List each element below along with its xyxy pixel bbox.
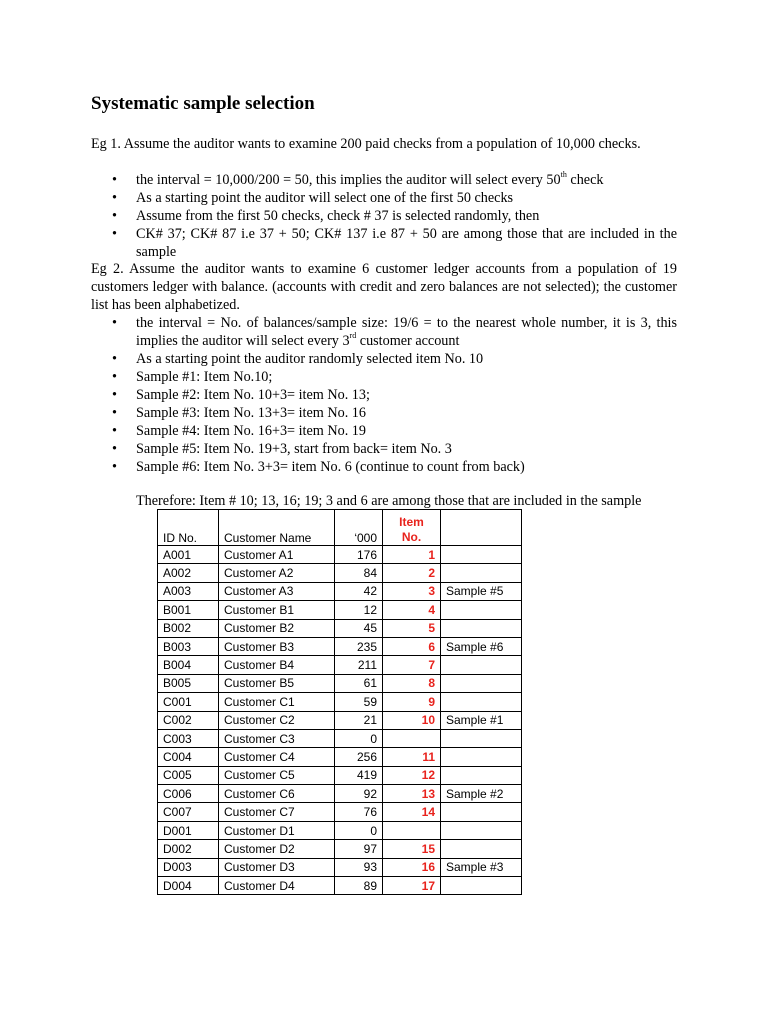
cell-id: C003 bbox=[158, 729, 219, 747]
cell-note: Sample #6 bbox=[441, 637, 522, 655]
eg1-bullet-1: • the interval = 10,000/200 = 50, this implies the auditor will select every 50th check bbox=[112, 170, 604, 188]
table-row bbox=[158, 637, 522, 655]
eg1-bullet-2: • As a starting point the auditor will select one of the first 50 checks bbox=[112, 190, 514, 206]
cell-name: Customer A2 bbox=[219, 564, 335, 582]
table-row bbox=[158, 729, 522, 747]
cell-name: Customer B1 bbox=[219, 601, 335, 619]
table-row bbox=[158, 601, 522, 619]
cell-item-no: 5 bbox=[383, 619, 441, 637]
cell-name: Customer B2 bbox=[219, 619, 335, 637]
bullet-icon: • bbox=[112, 315, 117, 331]
table-row bbox=[158, 619, 522, 637]
cell-item-no: 15 bbox=[383, 840, 441, 858]
cell-item-no: 16 bbox=[383, 858, 441, 876]
cell-name: Customer C4 bbox=[219, 748, 335, 766]
cell-name: Customer D3 bbox=[219, 858, 335, 876]
bullet-icon: • bbox=[112, 441, 117, 457]
cell-id: C006 bbox=[158, 785, 219, 803]
cell-item-no bbox=[383, 729, 441, 747]
cell-id: B002 bbox=[158, 619, 219, 637]
cell-id: C001 bbox=[158, 693, 219, 711]
cell-id: C005 bbox=[158, 766, 219, 784]
table-row bbox=[158, 748, 522, 766]
cell-amount: 0 bbox=[335, 729, 383, 747]
cell-name: Customer C3 bbox=[219, 729, 335, 747]
cell-id: A002 bbox=[158, 564, 219, 582]
cell-item-no: 13 bbox=[383, 785, 441, 803]
table-header-row bbox=[158, 510, 522, 546]
table-row bbox=[158, 785, 522, 803]
cell-amount: 45 bbox=[335, 619, 383, 637]
eg1-bullet-3: • Assume from the first 50 checks, check # 37 is selected randomly, then bbox=[112, 208, 540, 224]
table-row bbox=[158, 674, 522, 692]
eg2-bullet-2: • As a starting point the auditor randomly selected item No. 10 bbox=[112, 351, 484, 367]
cell-id: D004 bbox=[158, 877, 219, 895]
table-row bbox=[158, 766, 522, 784]
table-row bbox=[158, 693, 522, 711]
cell-name: Customer B4 bbox=[219, 656, 335, 674]
cell-item-no: 4 bbox=[383, 601, 441, 619]
eg2-bullet-1: • the interval = No. of balances/sample size: 19/6 = to the nearest whole number, it is 3, this implies the auditor will select every 3rd customer account bbox=[112, 315, 677, 349]
header-name: Customer Name bbox=[219, 510, 335, 546]
cell-amount: 84 bbox=[335, 564, 383, 582]
bullet-icon: • bbox=[112, 423, 117, 439]
bullet-icon: • bbox=[112, 405, 117, 421]
table-row bbox=[158, 656, 522, 674]
cell-amount: 93 bbox=[335, 858, 383, 876]
bullet-icon: • bbox=[112, 226, 117, 242]
table-row bbox=[158, 582, 522, 600]
table-row bbox=[158, 803, 522, 821]
cell-note bbox=[441, 877, 522, 895]
cell-item-no: 14 bbox=[383, 803, 441, 821]
eg1-intro: Eg 1. Assume the auditor wants to examine 200 paid checks from a population of 10,000 checks. bbox=[91, 136, 641, 152]
cell-note: Sample #3 bbox=[441, 858, 522, 876]
eg2-bullet-7: • Sample #5: Item No. 19+3, start from back= item No. 3 bbox=[112, 441, 452, 457]
cell-name: Customer C5 bbox=[219, 766, 335, 784]
cell-item-no: 9 bbox=[383, 693, 441, 711]
eg2-bullet-5: • Sample #3: Item No. 13+3= item No. 16 bbox=[112, 405, 366, 421]
cell-id: D002 bbox=[158, 840, 219, 858]
cell-note bbox=[441, 674, 522, 692]
cell-note bbox=[441, 803, 522, 821]
eg2-bullet-4: • Sample #2: Item No. 10+3= item No. 13; bbox=[112, 387, 370, 403]
bullet-icon: • bbox=[112, 387, 117, 403]
cell-note: Sample #2 bbox=[441, 785, 522, 803]
cell-amount: 256 bbox=[335, 748, 383, 766]
bullet-icon: • bbox=[112, 190, 117, 206]
cell-amount: 97 bbox=[335, 840, 383, 858]
cell-note bbox=[441, 619, 522, 637]
cell-note bbox=[441, 729, 522, 747]
cell-amount: 92 bbox=[335, 785, 383, 803]
bullet-icon: • bbox=[112, 459, 117, 475]
cell-amount: 89 bbox=[335, 877, 383, 895]
table-row bbox=[158, 858, 522, 876]
eg2-intro: Eg 2. Assume the auditor wants to examine 6 customer ledger accounts from a population of 19 customers ledger with balance. (accounts with credit and zero balances are not selected); the customer list has been alphabetized. bbox=[91, 261, 677, 313]
cell-note: Sample #5 bbox=[441, 582, 522, 600]
cell-id: C002 bbox=[158, 711, 219, 729]
cell-note bbox=[441, 656, 522, 674]
cell-item-no: 1 bbox=[383, 546, 441, 564]
cell-name: Customer A1 bbox=[219, 546, 335, 564]
cell-amount: 0 bbox=[335, 821, 383, 839]
header-note bbox=[441, 510, 522, 546]
header-id: ID No. bbox=[158, 510, 219, 546]
cell-id: D001 bbox=[158, 821, 219, 839]
cell-note bbox=[441, 546, 522, 564]
cell-name: Customer A3 bbox=[219, 582, 335, 600]
cell-note bbox=[441, 840, 522, 858]
eg1-bullet-4: • CK# 37; CK# 87 i.e 37 + 50; CK# 137 i.e 87 + 50 are among those that are included in the sample bbox=[112, 226, 677, 260]
cell-id: D003 bbox=[158, 858, 219, 876]
cell-note bbox=[441, 601, 522, 619]
cell-name: Customer C2 bbox=[219, 711, 335, 729]
cell-name: Customer D1 bbox=[219, 821, 335, 839]
cell-item-no: 3 bbox=[383, 582, 441, 600]
cell-id: A003 bbox=[158, 582, 219, 600]
bullet-icon: • bbox=[112, 369, 117, 385]
cell-name: Customer C1 bbox=[219, 693, 335, 711]
cell-amount: 76 bbox=[335, 803, 383, 821]
cell-id: B005 bbox=[158, 674, 219, 692]
cell-note: Sample #1 bbox=[441, 711, 522, 729]
header-amount: ‘000 bbox=[335, 510, 383, 546]
table-row bbox=[158, 564, 522, 582]
table-row bbox=[158, 877, 522, 895]
cell-amount: 12 bbox=[335, 601, 383, 619]
cell-id: A001 bbox=[158, 546, 219, 564]
cell-name: Customer B5 bbox=[219, 674, 335, 692]
cell-note bbox=[441, 821, 522, 839]
cell-id: B003 bbox=[158, 637, 219, 655]
cell-id: C007 bbox=[158, 803, 219, 821]
cell-name: Customer B3 bbox=[219, 637, 335, 655]
cell-name: Customer D4 bbox=[219, 877, 335, 895]
eg2-bullet-3: • Sample #1: Item No.10; bbox=[112, 369, 273, 385]
cell-amount: 21 bbox=[335, 711, 383, 729]
page-title: Systematic sample selection bbox=[91, 93, 315, 114]
cell-item-no: 8 bbox=[383, 674, 441, 692]
cell-amount: 235 bbox=[335, 637, 383, 655]
cell-amount: 176 bbox=[335, 546, 383, 564]
bullet-icon: • bbox=[112, 172, 117, 188]
cell-item-no: 12 bbox=[383, 766, 441, 784]
cell-note bbox=[441, 748, 522, 766]
cell-name: Customer C6 bbox=[219, 785, 335, 803]
cell-item-no: 11 bbox=[383, 748, 441, 766]
table-row bbox=[158, 821, 522, 839]
cell-name: Customer C7 bbox=[219, 803, 335, 821]
header-item-no: Item No. bbox=[383, 510, 441, 546]
cell-id: B004 bbox=[158, 656, 219, 674]
bullet-icon: • bbox=[112, 351, 117, 367]
cell-note bbox=[441, 564, 522, 582]
table-row bbox=[158, 840, 522, 858]
cell-note bbox=[441, 766, 522, 784]
bullet-icon: • bbox=[112, 208, 117, 224]
eg2-bullet-8: • Sample #6: Item No. 3+3= item No. 6 (continue to count from back) bbox=[112, 459, 525, 475]
cell-amount: 42 bbox=[335, 582, 383, 600]
cell-item-no bbox=[383, 821, 441, 839]
conclusion: Therefore: Item # 10; 13, 16; 19; 3 and 6 are among those that are included in the sample bbox=[136, 493, 642, 509]
cell-amount: 59 bbox=[335, 693, 383, 711]
cell-item-no: 2 bbox=[383, 564, 441, 582]
cell-id: B001 bbox=[158, 601, 219, 619]
eg2-bullet-6: • Sample #4: Item No. 16+3= item No. 19 bbox=[112, 423, 366, 439]
table-row bbox=[158, 711, 522, 729]
cell-note bbox=[441, 693, 522, 711]
table-row bbox=[158, 546, 522, 564]
cell-id: C004 bbox=[158, 748, 219, 766]
cell-item-no: 10 bbox=[383, 711, 441, 729]
cell-item-no: 7 bbox=[383, 656, 441, 674]
cell-item-no: 17 bbox=[383, 877, 441, 895]
cell-amount: 61 bbox=[335, 674, 383, 692]
cell-amount: 211 bbox=[335, 656, 383, 674]
cell-item-no: 6 bbox=[383, 637, 441, 655]
customer-table bbox=[157, 509, 522, 895]
cell-name: Customer D2 bbox=[219, 840, 335, 858]
cell-amount: 419 bbox=[335, 766, 383, 784]
